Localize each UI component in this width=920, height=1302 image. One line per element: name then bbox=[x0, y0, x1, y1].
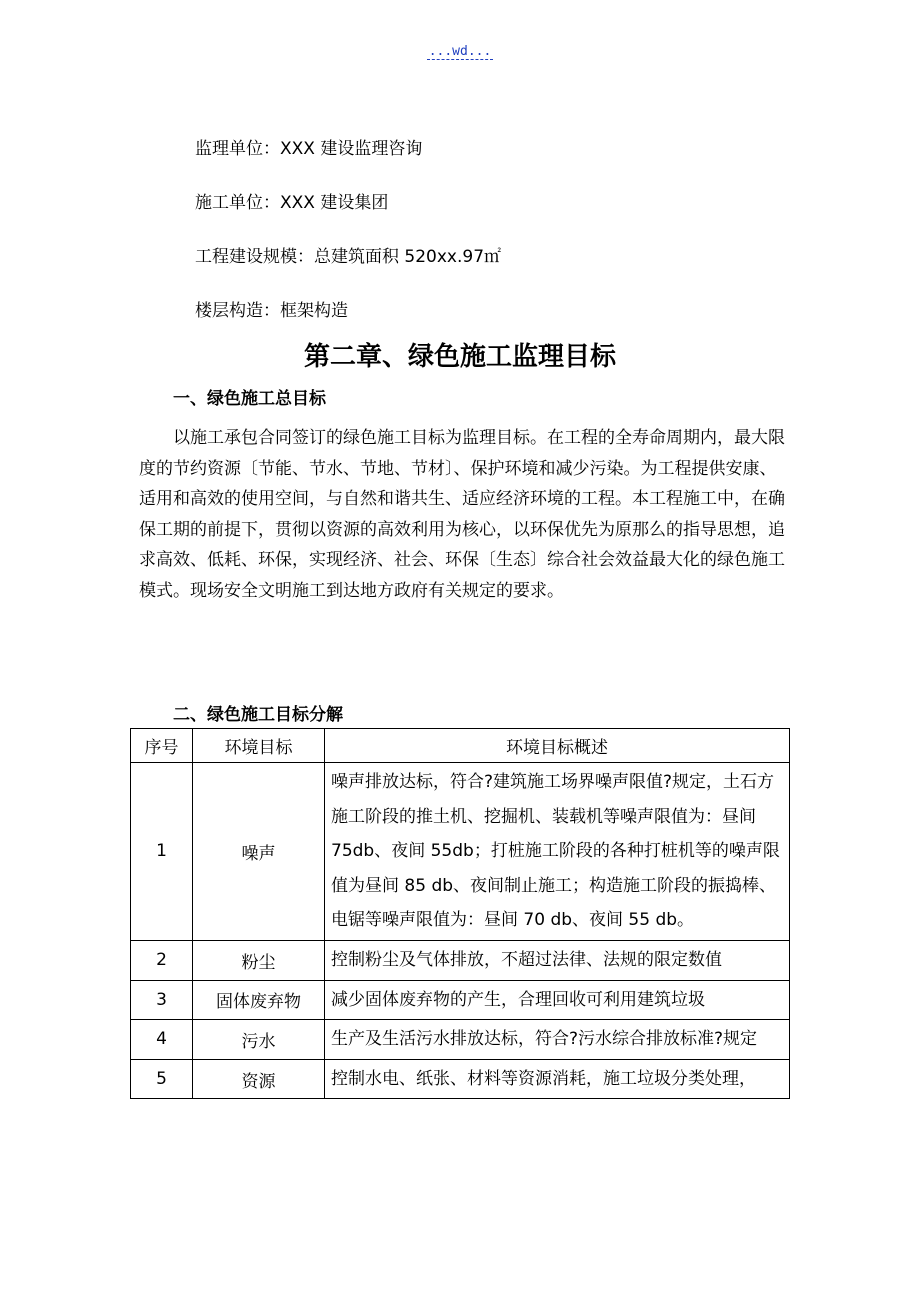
table-row bbox=[131, 980, 790, 1020]
row-target: 污水 bbox=[193, 1020, 325, 1060]
row-no: 2 bbox=[131, 940, 193, 980]
table-row bbox=[131, 1059, 790, 1099]
row-desc: 减少固体废弃物的产生，合理回收可利用建筑垃圾 bbox=[325, 980, 790, 1020]
header-desc: 环境目标概述 bbox=[325, 729, 790, 763]
header-target: 环境目标 bbox=[193, 729, 325, 763]
info-contractor: 施工单位：XXX 建设集团 bbox=[195, 193, 389, 213]
row-target: 固体废弃物 bbox=[193, 980, 325, 1020]
section-heading-breakdown: 二、绿色施工目标分解 bbox=[173, 705, 343, 725]
body-paragraph-text: 以施工承包合同签订的绿色施工目标为监理目标。在工程的全寿命周期内，最大限度的节约资源〔节能、节水、节地、节材〕、保护环境和减少污染。为工程提供安康、适用和高效的使用空间，与自然和谐共生、适应经济环境的工程。本工程施工中，在确保工期的前提下，贯彻以资源的高效利用为核心，以环保优先为原那么的指导思想，追求高效、低耗、环保，实现经济、社会、环保〔生态〕综合社会效益最大化的绿色施工模式。现场安全文明施工到达地方政府有关规定的要求。 bbox=[139, 428, 785, 601]
row-target: 粉尘 bbox=[193, 940, 325, 980]
chapter-title: 第二章、绿色施工监理目标 bbox=[303, 342, 616, 372]
row-target: 资源 bbox=[193, 1059, 325, 1099]
row-desc: 控制粉尘及气体排放，不超过法律、法规的限定数值 bbox=[325, 940, 790, 980]
row-desc: 控制水电、纸张、材料等资源消耗，施工垃圾分类处理， bbox=[325, 1059, 790, 1099]
body-paragraph bbox=[139, 423, 785, 607]
header-mark bbox=[0, 44, 920, 59]
row-no: 4 bbox=[131, 1020, 193, 1060]
info-supervisor: 监理单位：XXX 建设监理咨询 bbox=[195, 139, 423, 159]
section-heading-overall: 一、绿色施工总目标 bbox=[173, 389, 326, 409]
table-row bbox=[131, 1020, 790, 1060]
row-no: 1 bbox=[131, 763, 193, 941]
row-desc: 生产及生活污水排放达标，符合?污水综合排放标准?规定 bbox=[325, 1020, 790, 1060]
table-row bbox=[131, 763, 790, 941]
row-no: 5 bbox=[131, 1059, 193, 1099]
row-no: 3 bbox=[131, 980, 193, 1020]
goals-table bbox=[130, 728, 790, 1099]
header-mark-text: ...wd... bbox=[428, 44, 492, 59]
row-desc: 噪声排放达标，符合?建筑施工场界噪声限值?规定，土石方施工阶段的推土机、挖掘机、装载机等噪声限值为：昼间 75db、夜间 55db；打桩施工阶段的各种打桩机等的噪声限值为昼间 85 db、夜间制止施工；构造施工阶段的振捣棒、电锯等噪声限值为：昼间 70 db、夜间 55 db。 bbox=[325, 763, 790, 941]
table-row bbox=[131, 940, 790, 980]
header-no: 序号 bbox=[131, 729, 193, 763]
info-scale: 工程建设规模：总建筑面积 520xx.97㎡ bbox=[195, 247, 502, 267]
table-header-row bbox=[131, 729, 790, 763]
info-structure: 楼层构造：框架构造 bbox=[195, 301, 348, 321]
row-target: 噪声 bbox=[193, 763, 325, 941]
